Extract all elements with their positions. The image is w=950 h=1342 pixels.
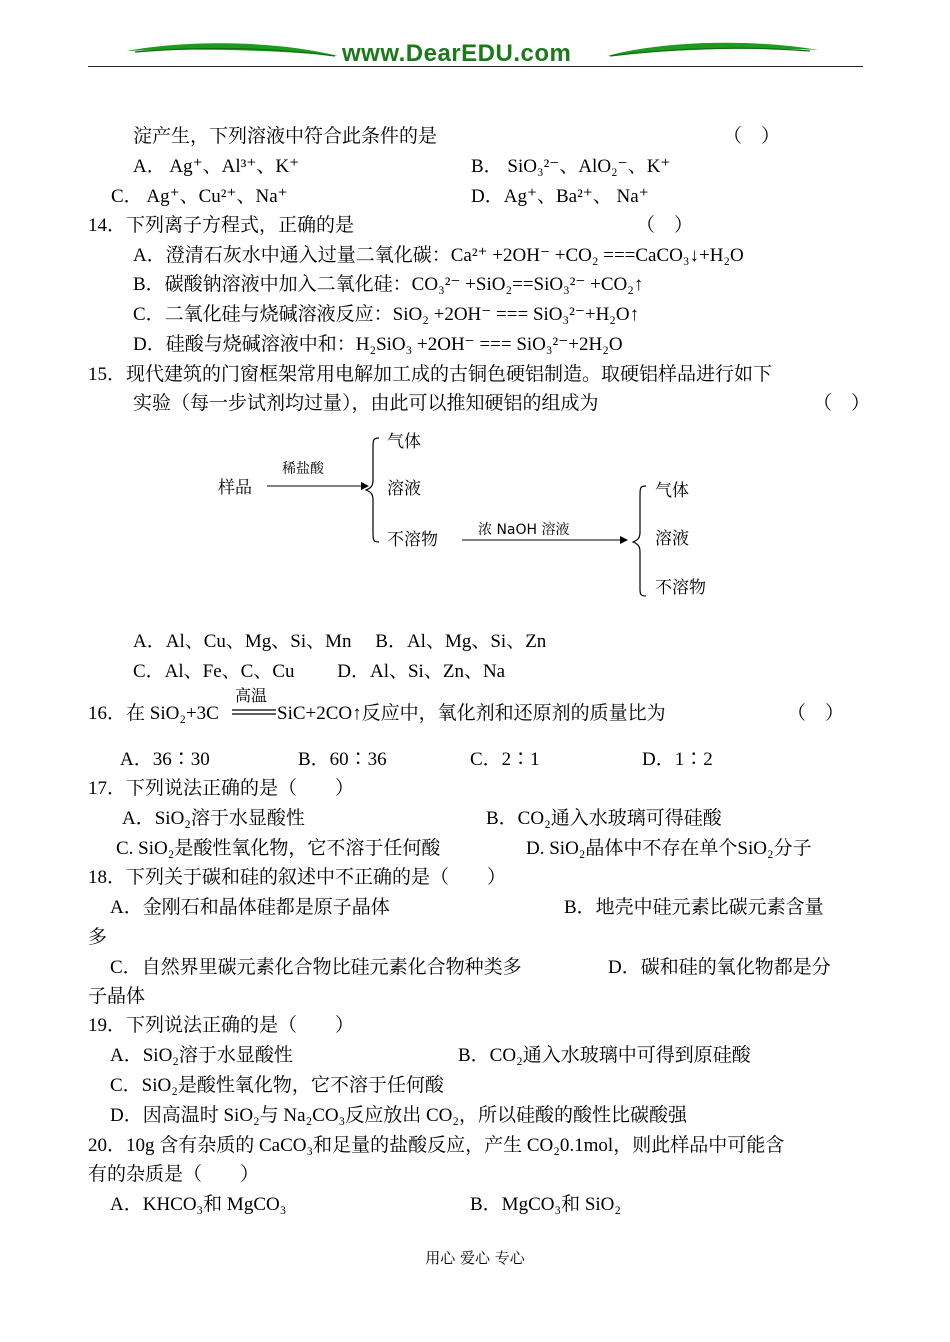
diagram-reagent2: 浓 NaOH 溶液 (478, 522, 570, 538)
q18-stem: 18．下列关于碳和硅的叙述中不正确的是（ ） (88, 867, 507, 888)
q13-option-b: B． SiO₃²⁻、AlO₂⁻、K⁺ (471, 156, 671, 177)
diagram-reagent1: 稀盐酸 (282, 461, 324, 477)
q14-option-b: B．碳酸钠溶液中加入二氧化硅：CO₃²⁻ +SiO₂==SiO₃²⁻ +CO₂↑ (133, 274, 644, 295)
q17-stem: 17．下列说法正确的是（ ） (88, 778, 355, 799)
page-footer: 用心 爱心 专心 (425, 1249, 525, 1267)
q15-stem-line1: 15．现代建筑的门窗框架常用电解加工成的古铜色硬铝制造。取硬铝样品进行如下 (88, 364, 773, 385)
q17-option-c: C. SiO₂是酸性氧化物，它不溶于任何酸 (116, 838, 441, 859)
diagram-gas1: 气体 (387, 432, 421, 452)
q17-option-d: D. SiO₂晶体中不存在单个SiO₂分子 (526, 838, 812, 859)
q16-stem-post: SiC+2CO↑反应中，氧化剂和还原剂的质量比为 (277, 703, 666, 724)
diagram-arrow2-icon (462, 532, 632, 548)
diagram-gas2: 气体 (655, 481, 689, 501)
q16-condition: 高温 (235, 688, 268, 705)
q14-answer-paren: （ ） (636, 215, 694, 236)
q13-option-c: C． Ag⁺、Cu²⁺、Na⁺ (111, 186, 288, 207)
q15-options-cd: C．Al、Fe、C、Cu D．Al、Si、Zn、Na (133, 661, 506, 682)
q20-option-b: B．MgCO₃和 SiO₂ (470, 1194, 622, 1215)
q18-option-b-line2: 多 (88, 927, 108, 948)
q18-option-d-line2: 子晶体 (88, 986, 146, 1007)
q17-option-a: A．SiO₂溶于水显酸性 (122, 808, 305, 829)
diagram-arrow1-icon (267, 478, 372, 494)
q14-option-c: C．二氧化硅与烧碱溶液反应：SiO₂ +2OH⁻ === SiO₃²⁻+H₂O↑ (133, 304, 640, 325)
q20-option-a: A．KHCO₃和 MgCO₃ (110, 1194, 287, 1215)
q18-option-d-line1: D．碳和硅的氧化物都是分 (608, 957, 831, 978)
q15-options-ab: A．Al、Cu、Mg、Si、Mn B．Al、Mg、Si、Zn (133, 631, 547, 652)
q19-option-a: A．SiO₂溶于水显酸性 (110, 1045, 293, 1066)
q18-option-a: A．金刚石和晶体硅都是原子晶体 (110, 897, 390, 918)
q16-double-bar-icon (232, 708, 276, 716)
q20-stem-line1: 20．10g 含有杂质的 CaCO₃和足量的盐酸反应，产生 CO₂0.1mol，则此样品中可能含 (88, 1135, 785, 1156)
diagram-insoluble1: 不溶物 (387, 530, 438, 550)
q16-option-c: C．2∶1 (470, 749, 540, 770)
header-leaf-left-icon (125, 38, 340, 64)
q16-option-d: D．1∶2 (642, 749, 713, 770)
q18-option-b-line1: B．地壳中硅元素比碳元素含量 (564, 897, 824, 918)
diagram-solution1: 溶液 (387, 479, 421, 499)
q16-option-b: B．60∶36 (298, 749, 387, 770)
diagram-brace2-icon (630, 484, 650, 600)
diagram-solution2: 溶液 (655, 529, 689, 549)
q16-option-a: A．36∶30 (120, 749, 210, 770)
header-rule (88, 66, 863, 67)
q13-option-a: A． Ag⁺、Al³⁺、K⁺ (133, 156, 300, 177)
header-logo: www.DearEDU.com (342, 40, 572, 67)
q16-answer-paren: （ ） (787, 703, 845, 724)
q19-option-b: B．CO₂通入水玻璃中可得到原硅酸 (458, 1045, 751, 1066)
diagram-insoluble2: 不溶物 (655, 578, 706, 598)
q13-stem-tail: 淀产生，下列溶液中符合此条件的是 (133, 126, 438, 147)
q15-answer-paren: （ ） (813, 393, 871, 414)
q20-stem-line2: 有的杂质是（ ） (88, 1164, 260, 1185)
q19-option-d: D．因高温时 SiO₂与 Na₂CO₃反应放出 CO₂，所以硅酸的酸性比碳酸强 (110, 1105, 687, 1126)
header-leaf-right-icon (605, 38, 820, 64)
diagram-brace1-icon (363, 436, 383, 546)
q13-answer-paren: （ ） (723, 126, 781, 147)
q14-option-d: D．硅酸与烧碱溶液中和：H₂SiO₃ +2OH⁻ === SiO₃²⁻+2H₂O (133, 334, 623, 355)
diagram-sample: 样品 (218, 478, 252, 498)
q19-stem: 19．下列说法正确的是（ ） (88, 1015, 355, 1036)
q14-option-a: A．澄清石灰水中通入过量二氧化碳：Ca²⁺ +2OH⁻ +CO₂ ===CaCO₃↓+H₂O (133, 245, 744, 266)
q16-stem-pre: 16．在 SiO₂+3C (88, 703, 219, 724)
q14-stem: 14．下列离子方程式，正确的是 (88, 215, 355, 236)
q15-stem-line2: 实验（每一步试剂均过量），由此可以推知硬铝的组成为 (133, 393, 599, 414)
q17-option-b: B．CO₂通入水玻璃可得硅酸 (486, 808, 722, 829)
q19-option-c: C．SiO₂是酸性氧化物，它不溶于任何酸 (110, 1075, 444, 1096)
q18-option-c: C．自然界里碳元素化合物比硅元素化合物种类多 (110, 957, 522, 978)
q13-option-d: D．Ag⁺、Ba²⁺、 Na⁺ (471, 186, 649, 207)
